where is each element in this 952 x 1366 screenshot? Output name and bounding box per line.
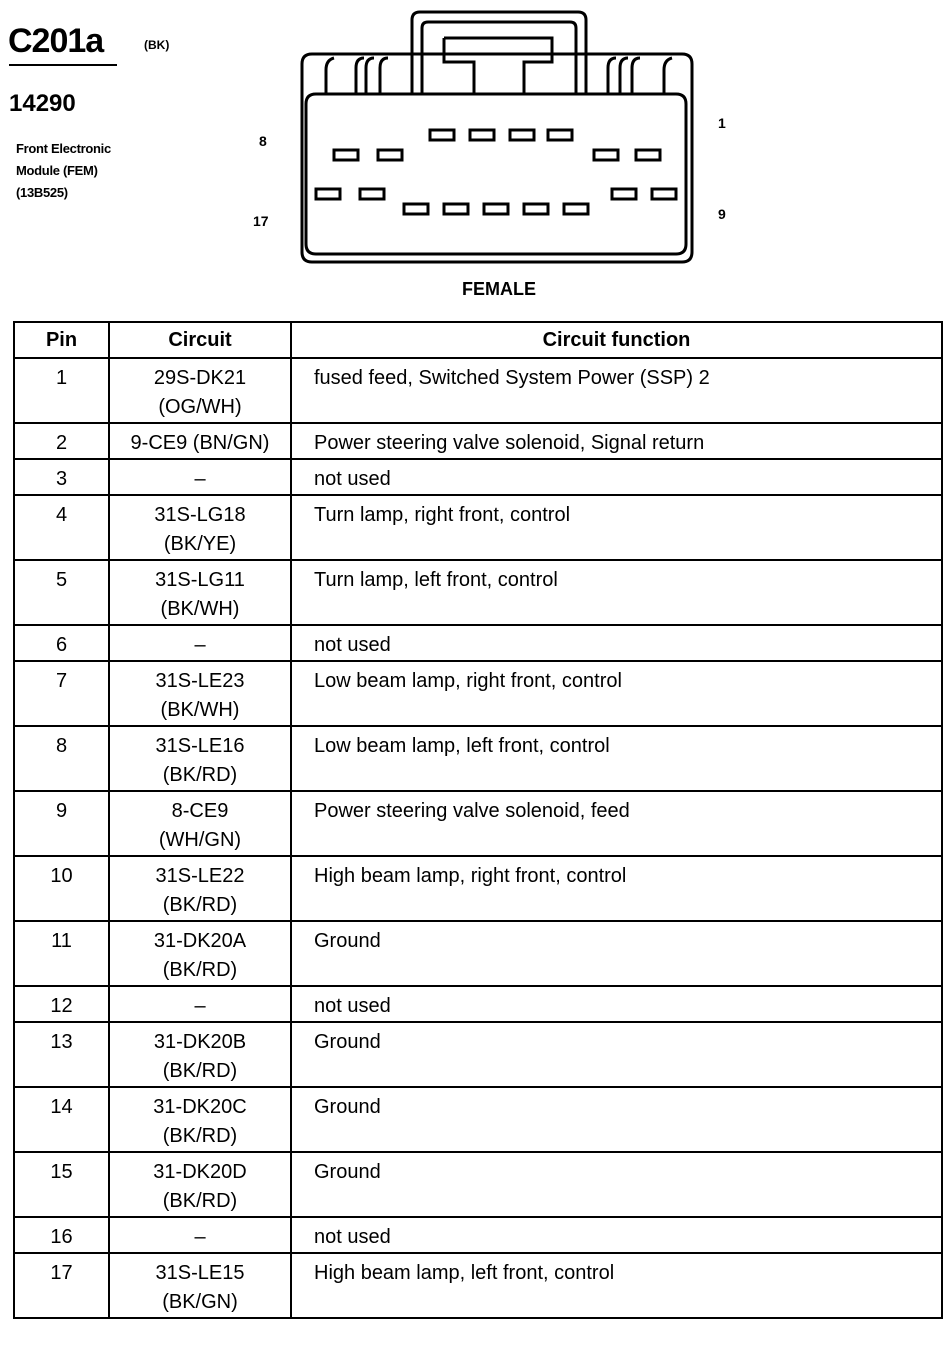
pin-number: 15 (14, 1152, 109, 1217)
circuit-cell (109, 986, 291, 1022)
pin-number: 17 (14, 1253, 109, 1318)
circuit-function: fused feed, Switched System Power (SSP) 2 (291, 358, 942, 423)
circuit-code: 31S-LG11 (155, 569, 245, 591)
circuit-cell (109, 1087, 291, 1152)
circuit-function: Turn lamp, left front, control (291, 560, 942, 625)
table-row (14, 459, 942, 495)
circuit-function: Ground (291, 1022, 942, 1087)
circuit-code: – (194, 634, 206, 656)
circuit-code: 31S-LE22 (155, 865, 245, 887)
circuit-code: – (194, 468, 206, 490)
circuit-code: – (194, 995, 206, 1017)
circuit-function: not used (291, 459, 942, 495)
part-number: 14290 (9, 90, 76, 117)
pin-number: 16 (14, 1217, 109, 1253)
table-row (14, 856, 942, 921)
circuit-code: 31-DK20A (153, 930, 247, 952)
circuit-code: 31-DK20C (153, 1096, 247, 1118)
circuit-cell (109, 726, 291, 791)
pinout-table (13, 321, 943, 1319)
circuit-code: 29S-DK21 (153, 367, 247, 389)
pin-number: 1 (14, 358, 109, 423)
wire-color: (BK/RD) (162, 1060, 238, 1082)
circuit-function: Power steering valve solenoid, Signal return (291, 423, 942, 459)
header-pin: Pin (14, 322, 109, 358)
wire-color: (BK/YE) (163, 533, 237, 555)
module-description-line: (13B525) (16, 185, 68, 200)
table-row (14, 625, 942, 661)
connector-id-underline (9, 64, 117, 66)
circuit-code: 31-DK20B (153, 1031, 247, 1053)
circuit-cell (109, 661, 291, 726)
circuit-cell (109, 625, 291, 661)
wire-color: (BK/RD) (162, 959, 238, 981)
wire-color: (OG/WH) (158, 396, 242, 418)
wire-color: (BK/GN) (162, 1291, 238, 1313)
wire-color: (BK/RD) (162, 1190, 238, 1212)
circuit-code: 31-DK20D (153, 1161, 247, 1183)
circuit-cell (109, 423, 291, 459)
circuit-cell (109, 1022, 291, 1087)
connector-id: C201a (8, 22, 104, 60)
table-row (14, 495, 942, 560)
table-row (14, 1253, 942, 1318)
circuit-cell (109, 921, 291, 986)
table-row (14, 1022, 942, 1087)
pin-number: 14 (14, 1087, 109, 1152)
connector-gender-label: FEMALE (462, 279, 536, 299)
header-circuit: Circuit (109, 322, 291, 358)
table-row (14, 661, 942, 726)
circuit-function: High beam lamp, left front, control (291, 1253, 942, 1318)
circuit-code: 31S-LE23 (155, 670, 245, 692)
table-row (14, 1087, 942, 1152)
circuit-cell (109, 856, 291, 921)
wire-color: (BK/RD) (162, 764, 238, 786)
pin-number: 6 (14, 625, 109, 661)
pin-number: 9 (14, 791, 109, 856)
circuit-function: Turn lamp, right front, control (291, 495, 942, 560)
circuit-code: 31S-LG18 (154, 504, 246, 526)
circuit-cell (109, 459, 291, 495)
circuit-code: 31S-LE16 (155, 735, 245, 757)
pin-label-bottom-left: 17 (253, 213, 269, 229)
table-row (14, 726, 942, 791)
header-function: Circuit function (291, 322, 942, 358)
circuit-cell (109, 1152, 291, 1217)
connector-face-diagram (290, 8, 700, 270)
table-row (14, 423, 942, 459)
circuit-function: not used (291, 986, 942, 1022)
wire-color: (BK/RD) (162, 1125, 238, 1147)
table-row (14, 560, 942, 625)
pinout-table-body (14, 358, 942, 1318)
circuit-code: 31S-LE15 (155, 1262, 245, 1284)
circuit-code: – (194, 1226, 206, 1248)
pin-number: 3 (14, 459, 109, 495)
circuit-code: 8-CE9 (171, 800, 229, 822)
pin-label-top-left: 8 (259, 133, 267, 149)
connector-color: (BK) (144, 38, 170, 52)
pin-label-bottom-right: 9 (718, 206, 726, 222)
circuit-cell (109, 358, 291, 423)
circuit-cell (109, 1217, 291, 1253)
table-row (14, 1217, 942, 1253)
table-row (14, 1152, 942, 1217)
pin-number: 13 (14, 1022, 109, 1087)
circuit-function: Low beam lamp, left front, control (291, 726, 942, 791)
circuit-function: not used (291, 1217, 942, 1253)
circuit-function: not used (291, 625, 942, 661)
circuit-cell (109, 560, 291, 625)
circuit-code: 9-CE9 (BN/GN) (130, 432, 270, 454)
pin-number: 7 (14, 661, 109, 726)
pin-number: 12 (14, 986, 109, 1022)
table-row (14, 791, 942, 856)
circuit-function: Ground (291, 1152, 942, 1217)
wire-color: (BK/WH) (160, 598, 240, 620)
circuit-cell (109, 1253, 291, 1318)
pin-number: 8 (14, 726, 109, 791)
wire-color: (WH/GN) (158, 829, 242, 851)
pin-number: 4 (14, 495, 109, 560)
wire-color: (BK/RD) (162, 894, 238, 916)
pin-number: 10 (14, 856, 109, 921)
pin-number: 5 (14, 560, 109, 625)
wire-color: (BK/WH) (160, 699, 240, 721)
circuit-function: Ground (291, 921, 942, 986)
pin-number: 11 (14, 921, 109, 986)
pin-label-top-right: 1 (718, 115, 726, 131)
circuit-function: Power steering valve solenoid, feed (291, 791, 942, 856)
circuit-cell (109, 791, 291, 856)
module-description-line: Front Electronic (16, 141, 111, 156)
table-row (14, 358, 942, 423)
circuit-cell (109, 495, 291, 560)
table-row (14, 921, 942, 986)
module-description-line: Module (FEM) (16, 163, 98, 178)
table-row (14, 986, 942, 1022)
pin-number: 2 (14, 423, 109, 459)
circuit-function: High beam lamp, right front, control (291, 856, 942, 921)
circuit-function: Ground (291, 1087, 942, 1152)
circuit-function: Low beam lamp, right front, control (291, 661, 942, 726)
